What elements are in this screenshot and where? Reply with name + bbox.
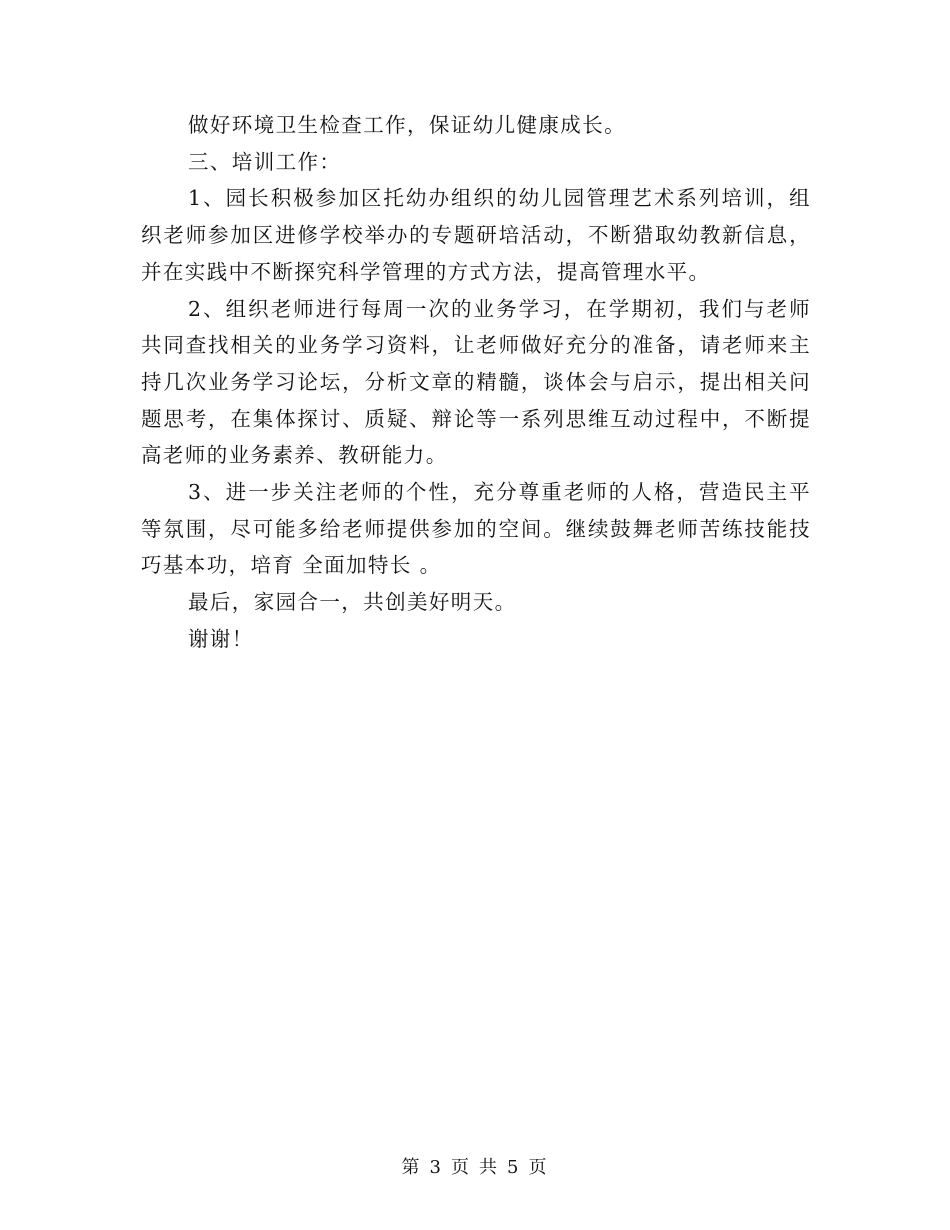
- page-number-footer: [0, 1153, 950, 1179]
- footer-prefix: 第: [401, 1157, 422, 1178]
- footer-total-word: 页: [528, 1157, 549, 1178]
- document-body: [141, 107, 811, 658]
- footer-total-prefix: 共: [479, 1157, 499, 1178]
- footer-page-word: 页: [451, 1157, 471, 1178]
- footer-total-pages: 5: [507, 1157, 521, 1178]
- footer-current-page: 3: [429, 1157, 443, 1178]
- paragraph-closing: 最后，家园合一，共创美好明天。: [188, 590, 517, 615]
- paragraph-training-item-2: 2、组织老师进行每周一次的业务学习，在学期初，我们与老师共同查找相关的业务学习资料，让老师做好充分的准备，请老师来主持几次业务学习论坛，分析文章的精髓，谈体会与启示，提出相关问题思考，在集体探讨、质疑、辩论等一系列思维互动过程中，不断提高老师的业务素养、教研能力。: [141, 296, 811, 468]
- paragraph-training-item-3: 3、进一步关注老师的个性，充分尊重老师的人格，营造民主平等氛围，尽可能多给老师提供参加的空间。继续鼓舞老师苦练技能技巧基本功，培育 全面加特长 。: [141, 480, 811, 578]
- paragraph-hygiene-continuation: 做好环境卫生检查工作，保证幼儿健康成长。: [188, 113, 626, 137]
- section-heading-training: 三、培训工作：: [188, 149, 342, 174]
- paragraph-training-item-1: 1、园长积极参加区托幼办组织的幼儿园管理艺术系列培训，组织老师参加区进修学校举办的专题研培活动，不断猎取幼教新信息，并在实践中不断探究科学管理的方式方法，提高管理水平。: [141, 186, 811, 284]
- paragraph-thanks: 谢谢！: [188, 626, 254, 651]
